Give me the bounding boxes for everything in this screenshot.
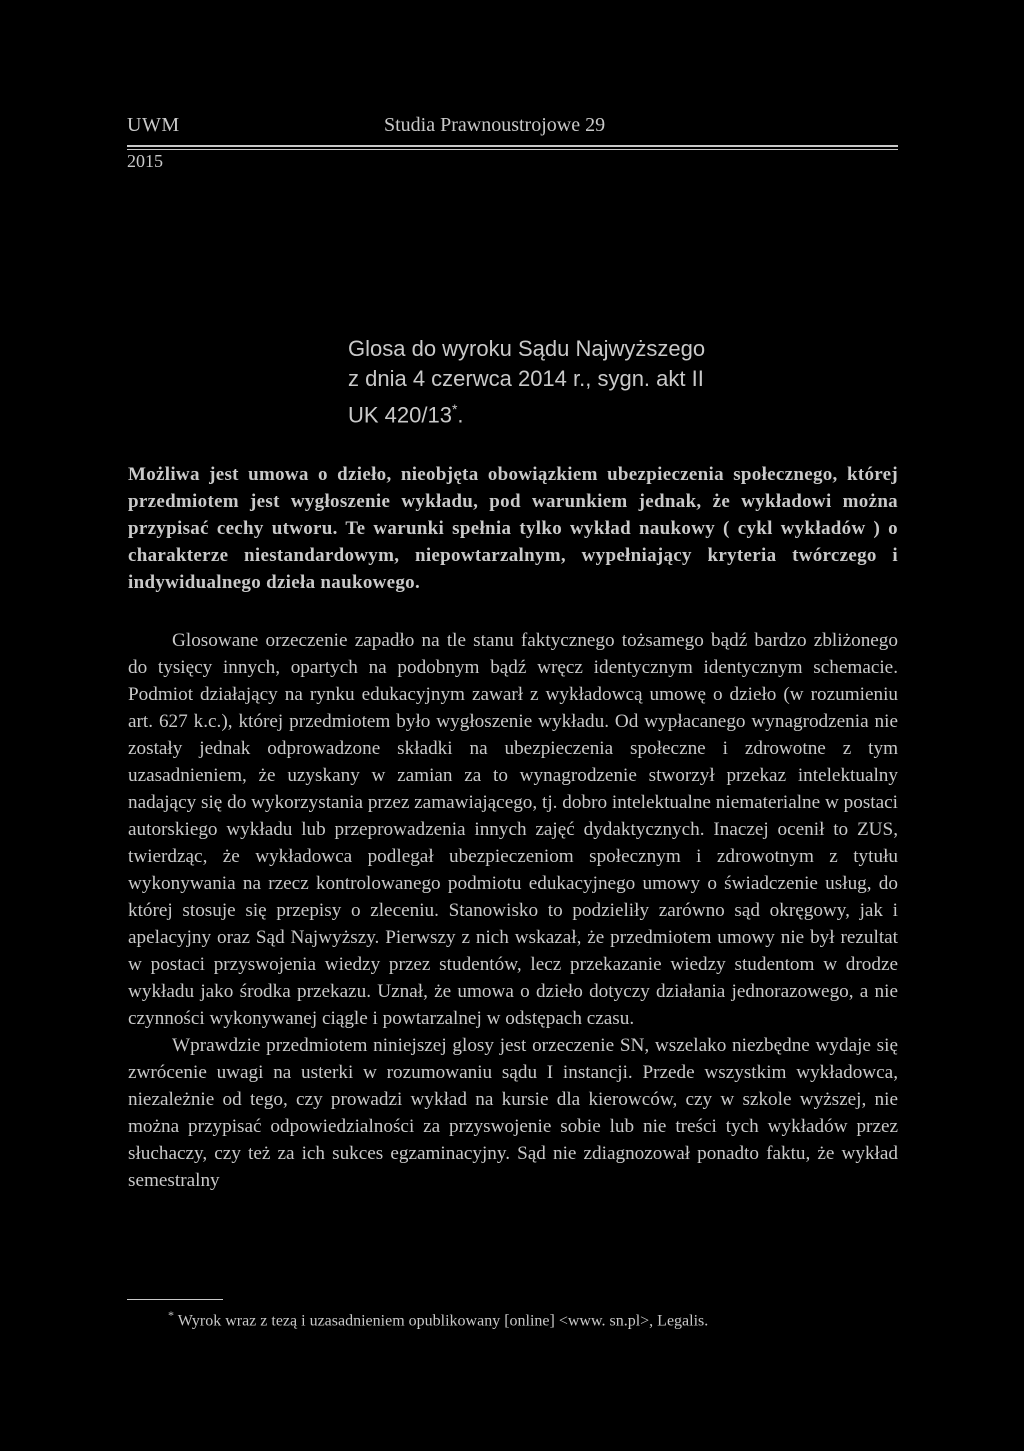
journal-year: 2015	[127, 151, 163, 171]
body-paragraph: Wprawdzie przedmiotem niniejszej glosy jest orzeczenie SN, wszelako niezbędne wydaje się zwrócenie uwagi na usterki w rozumowaniu sądu I instancji. Przede wszystkim wykładowca, niezależnie od tego, czy prowadzi wykład na kursie dla kierowców, czy w szkole wyższej, nie można przypisać odpowiedzialności za przyswojenie sobie lub nie treści tych wykładów przez słuchaczy, czy też za ich sukces egzaminacyjny. Sąd nie zdiagnozował ponadto faktu, że wykład semestralny	[128, 1035, 898, 1191]
journal-title: Studia Prawnoustrojowe 29	[384, 114, 606, 136]
footnote	[168, 1308, 708, 1330]
header-rule-thin	[127, 149, 898, 150]
title-footnote-marker: *	[451, 401, 458, 417]
body-paragraph: Glosowane orzeczenie zapadło na tle stanu faktycznego tożsamego bądź bardzo zbliżonego do tysięcy innych, opartych na podobnym bądź wręcz identycznym identycznym schemacie. Podmiot działający na rynku edukacyjnym zawarł z wykładowcą umowę o dzieło (w rozumieniu art. 627 k.c.), której przedmiotem było wygłoszenie wykładu. Od wypłacanego wynagrodzenia nie zostały jednak odprowadzone składki na ubezpieczenia społeczne i zdrowotne z tym uzasadnieniem, że uzyskany w zamian za to wynagrodzenie stworzył przekaz intelektualny nadający się do wykorzystania przez zamawiającego, tj. dobro intelektualne niematerialne w postaci autorskiego wykładu lub przeprowadzenia innych zajęć dydaktycznych. Inaczej ocenił to ZUS, twierdząc, że wykładowca podlegał ubezpieczeniom społecznym i zdrowotnym z tytułu wykonywania na rzecz kontrolowanego podmiotu edukacyjnego umowy o świadczenie usług, do której stosuje się przepisy o zleceniu. Stanowisko to podzieliły zarówno sąd okręgowy, jak i apelacyjny oraz Sąd Najwyższy. Pierwszy z nich wskazał, że przedmiotem umowy nie był rezultat w postaci przyswojenia wiedzy przez studentów, lecz przekazanie wiedzy studentom w drodze wykładu jako środka przekazu. Uznał, że umowa o dzieło dotyczy działania jednorazowego, a nie czynności wykonywanej ciągle i powtarzalnej w odstępach czasu.	[128, 630, 898, 1029]
article-body	[128, 627, 898, 1194]
thesis-paragraph: Możliwa jest umowa o dzieło, nieobjęta obowiązkiem ubezpieczenia społecznego, której przedmiotem jest wygłoszenie wykładu, pod warunkiem jednak, że wykładowi można przypisać cechy utworu. Te warunki spełnia tylko wykład naukowy ( cykl wykładów ) o charakterze niestandardowym, niepowtarzalnym, wypełniający kryteria twórczego i indywidualnego dzieła naukowego.	[128, 464, 898, 593]
journal-publisher: UWM	[127, 114, 180, 136]
article-title-text: Glosa do wyroku Sądu Najwyższego z dnia 4 czerwca 2014 r., sygn. akt II UK 420/13	[348, 336, 706, 428]
article-title	[348, 334, 708, 430]
header-rule-thick	[127, 145, 898, 147]
footnote-divider	[127, 1299, 223, 1300]
footnote-text: Wyrok wraz z tezą i uzasadnieniem opublikowany [online] <www. sn.pl>, Legalis.	[177, 1312, 709, 1330]
footnote-marker: *	[168, 1308, 174, 1322]
title-end: .	[457, 402, 464, 428]
